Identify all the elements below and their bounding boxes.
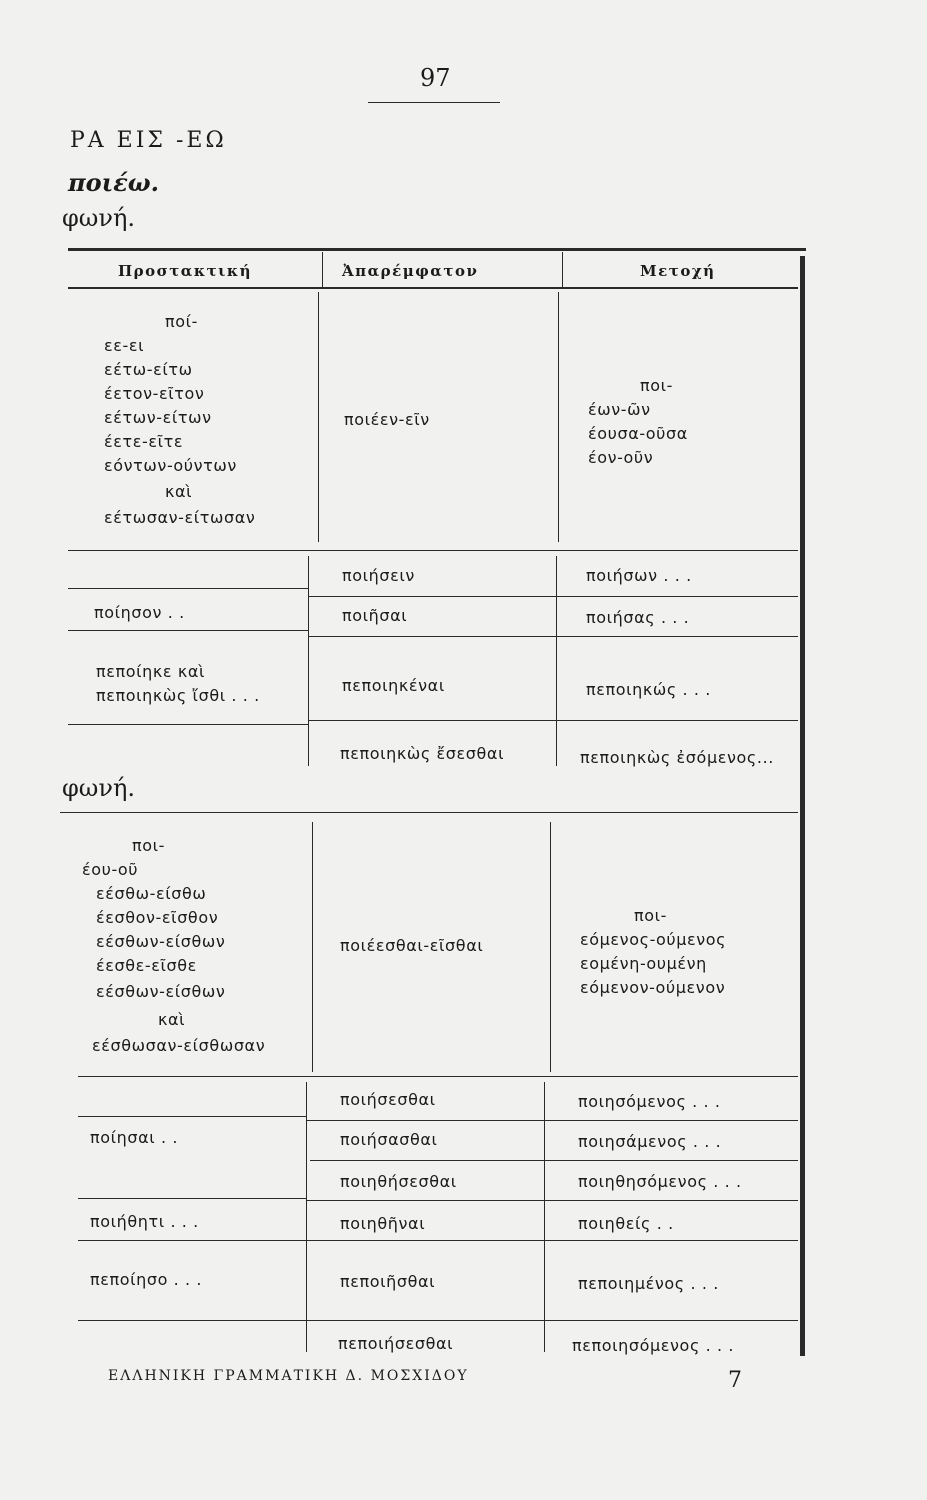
middle-perfect-infinitive: πεποιῆσθαι bbox=[340, 1272, 436, 1291]
middle-present-participle-line: εομένη-ουμένη bbox=[580, 954, 707, 973]
middle-present-imperative-line: εέσθω-είσθω bbox=[96, 884, 207, 903]
middle-future-perfect-participle: πεποιησόμενος . . . bbox=[572, 1336, 735, 1355]
row-divider bbox=[68, 588, 308, 589]
active-perfect-infinitive: πεποιηκέναι bbox=[342, 676, 445, 695]
verb-title: ποιέω. bbox=[68, 168, 159, 197]
row-divider bbox=[78, 1320, 798, 1321]
middle-perfect-imperative: πεποίησο . . . bbox=[90, 1270, 203, 1289]
middle-future-passive-participle: ποιηθησόμενος . . . bbox=[578, 1172, 742, 1191]
middle-aorist-passive-participle: ποιηθείς . . bbox=[578, 1214, 674, 1233]
active-future-infinitive: ποιήσειν bbox=[342, 566, 415, 585]
row-divider bbox=[308, 596, 798, 597]
active-present-participle-line: έων-ῶν bbox=[588, 400, 651, 419]
active-present-imperative-line: καὶ bbox=[165, 482, 193, 501]
middle-present-imperative-line: έεσθε-εῖσθε bbox=[96, 956, 197, 975]
middle-perfect-participle: πεποιημένος . . . bbox=[578, 1274, 719, 1293]
active-col-divider-2b bbox=[556, 556, 557, 766]
active-present-participle-line: έουσα-οῦσα bbox=[588, 424, 688, 443]
active-present-participle-line: ποι- bbox=[640, 376, 674, 395]
middle-present-participle-line: ποι- bbox=[634, 906, 668, 925]
active-present-imperative-line: εόντων-ούντων bbox=[104, 456, 237, 475]
voice-heading-middle: φωνή. bbox=[62, 774, 135, 802]
middle-present-imperative-line: έου-οῦ bbox=[82, 860, 139, 879]
middle-future-infinitive: ποιήσεσθαι bbox=[340, 1090, 436, 1109]
page-number: 97 bbox=[420, 64, 451, 92]
middle-future-perfect-infinitive: πεποιήσεσθαι bbox=[338, 1334, 454, 1353]
row-divider bbox=[78, 1076, 798, 1077]
middle-present-imperative-line: ποι- bbox=[132, 836, 166, 855]
active-present-imperative-line: εέτω-είτω bbox=[104, 360, 193, 379]
column-header-infinitive: Ἀπαρέμφατον bbox=[342, 262, 479, 280]
row-divider bbox=[78, 1116, 306, 1117]
row-divider bbox=[306, 1200, 798, 1201]
middle-future-passive-infinitive: ποιηθήσεσθαι bbox=[340, 1172, 457, 1191]
active-col-divider-1 bbox=[318, 292, 319, 542]
row-divider bbox=[308, 720, 798, 721]
row-divider bbox=[68, 724, 308, 725]
middle-present-infinitive: ποιέεσθαι-εῖσθαι bbox=[340, 936, 484, 955]
header-divider-2 bbox=[562, 252, 563, 288]
active-future-perfect-infinitive: πεποιηκὼς ἔσεσθαι bbox=[340, 744, 505, 763]
middle-aorist-participle: ποιησάμενος . . . bbox=[578, 1132, 722, 1151]
voice-heading-active: φωνή. bbox=[62, 204, 135, 232]
middle-col-divider-2 bbox=[550, 822, 551, 1072]
active-col-divider-2 bbox=[558, 292, 559, 542]
row-divider bbox=[68, 550, 798, 551]
active-perfect-imperative-line: πεποιηκὼς ἴσθι . . . bbox=[96, 686, 260, 705]
footer-title: ΕΛΛΗΝΙΚΗ ΓΡΑΜΜΑΤΙΚΗ Δ. ΜΟΣΧΙΔΟΥ bbox=[108, 1368, 469, 1384]
section-divider bbox=[60, 812, 798, 813]
row-divider bbox=[78, 1240, 798, 1241]
active-present-imperative-line: εέτων-είτων bbox=[104, 408, 212, 427]
signature-mark: 7 bbox=[728, 1368, 742, 1393]
middle-aorist-passive-infinitive: ποιηθῆναι bbox=[340, 1214, 426, 1233]
active-aorist-imperative: ποίησον . . bbox=[94, 603, 185, 622]
active-perfect-imperative-line: πεποίηκε καὶ bbox=[96, 662, 206, 681]
active-present-participle-line: έον-οῦν bbox=[588, 448, 654, 467]
middle-present-imperative-line: εέσθων-είσθων bbox=[96, 932, 226, 951]
active-aorist-participle: ποιήσας . . . bbox=[586, 608, 690, 627]
row-divider bbox=[310, 1160, 798, 1161]
active-present-imperative-line: έετε-εῖτε bbox=[104, 432, 184, 451]
middle-present-imperative-line: καὶ bbox=[158, 1010, 186, 1029]
row-divider bbox=[78, 1198, 306, 1199]
middle-col-divider-1b bbox=[306, 1082, 307, 1352]
middle-present-imperative-line: εέσθωσαν-είσθωσαν bbox=[92, 1036, 266, 1055]
active-perfect-participle: πεποιηκώς . . . bbox=[586, 680, 711, 699]
active-future-perfect-participle: πεποιηκὼς ἐσόμενος... bbox=[580, 748, 774, 767]
active-present-imperative-line: εέτωσαν-είτωσαν bbox=[104, 508, 256, 527]
active-present-infinitive: ποιέεν-εῖν bbox=[344, 410, 430, 429]
column-header-imperative: Προστακτική bbox=[118, 262, 253, 280]
middle-aorist-infinitive: ποιήσασθαι bbox=[340, 1130, 438, 1149]
middle-aorist-passive-imperative: ποιήθητι . . . bbox=[90, 1212, 199, 1231]
middle-col-divider-1 bbox=[312, 822, 313, 1072]
middle-col-divider-2b bbox=[544, 1082, 545, 1352]
header-divider-1 bbox=[322, 252, 323, 288]
top-rule bbox=[368, 102, 500, 103]
row-divider bbox=[306, 1120, 798, 1121]
active-present-imperative-line: έετον-εῖτον bbox=[104, 384, 205, 403]
row-divider bbox=[308, 636, 798, 637]
row-divider bbox=[68, 630, 308, 631]
active-aorist-infinitive: ποιῆσαι bbox=[342, 606, 408, 625]
middle-present-imperative-line: έεσθον-εῖσθον bbox=[96, 908, 219, 927]
active-future-participle: ποιήσων . . . bbox=[586, 566, 692, 585]
table-right-border bbox=[800, 256, 805, 1356]
middle-future-participle: ποιησόμενος . . . bbox=[578, 1092, 721, 1111]
middle-present-imperative-line: εέσθων-είσθων bbox=[96, 982, 226, 1001]
table-header-border bbox=[68, 287, 798, 289]
column-header-participle: Μετοχή bbox=[640, 262, 716, 280]
middle-aorist-imperative: ποίησαι . . bbox=[90, 1128, 179, 1147]
section-heading: ΡΑ ΕΙΣ -ΕΩ bbox=[70, 128, 227, 153]
active-col-divider-1b bbox=[308, 556, 309, 766]
table-top-border bbox=[68, 248, 806, 251]
active-present-imperative-line: ποί- bbox=[165, 312, 199, 331]
active-present-imperative-line: εε-ει bbox=[104, 336, 145, 355]
middle-present-participle-line: εόμενος-ούμενος bbox=[580, 930, 727, 949]
middle-present-participle-line: εόμενον-ούμενον bbox=[580, 978, 726, 997]
